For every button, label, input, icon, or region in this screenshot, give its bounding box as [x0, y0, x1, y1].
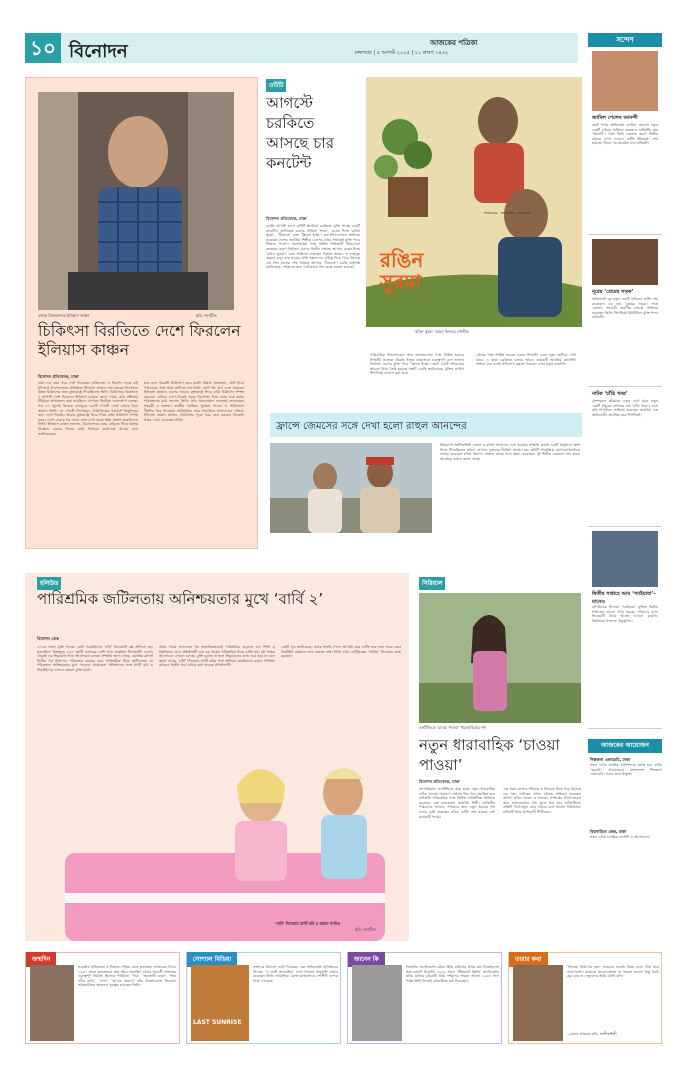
ott-byline: বিনোদন প্রতিবেদক, ঢাকা: [266, 216, 307, 221]
ott-text-col2: পারিবারিক টানাপোড়েন আর ভালোবাসার গল্পে নির্মিত হয়েছে ফিল্মটি। প্রত্যেক চরিত্রই গল্পের প্রয়োজনে গুরুত্বপূর্ণ বলে জানান নির্মাতা। এরপর মুক্তি পাবে ‘ফ্রিজে ইচ্ছে’। ছোট একটি পরিবারের আবেগ নিয়ে তৈরি হয়েছে গল্পটি। চরকি জানিয়েছে, মুক্তির তারিখ শিগগিরই ঘোষণা করা হবে।: [370, 353, 464, 376]
ott-poster: [366, 77, 582, 327]
social-header: সোশ্যাল মিডিয়া: [187, 952, 237, 967]
hollywood-tag: হলিউড: [37, 577, 61, 590]
rahul-text: ইউরোপে সংগীতশিল্পী জেমস ও রাহুল আনন্দের দেখা হয়েছে। সম্প্রতি ফ্রান্সে একটি অনুষ্ঠানে অংশ নিতে গিয়েছিলেন তাঁরা। সেখানে দুজনের দীর্ঘক্ষণ আড্ডা হয়। ছবিটি সামাজিক যোগাযোগমাধ্যমে শেয়ার করেছেন রাহুল আনন্দ। ভক্তরা তাতে নানা মন্তব্য করেছেন। দুই শিল্পীর একসঙ্গে গান করার আগ্রহের কথাও জানা গেছে।: [440, 443, 580, 461]
starquote-photo: [513, 965, 563, 1041]
lead-story: [25, 77, 258, 549]
aajker-header: আজকের আয়োজন: [588, 739, 662, 753]
birthday-box: [25, 952, 180, 1044]
hollywood-story: [25, 573, 409, 941]
lead-photo: [38, 92, 234, 310]
rahul-story: [270, 413, 582, 541]
starquote-header: তারার কথা: [509, 952, 548, 967]
date-bangla: ২১ শ্রাবণ ১৪৩২: [414, 50, 449, 56]
social-poster: [191, 965, 249, 1041]
sandesh-header: সন্দেশ: [588, 33, 662, 47]
ott-headline: আগস্টে চরকিতে আসছে চার কনটেন্ট: [266, 94, 334, 172]
rahul-headline-bar: [270, 413, 582, 437]
aajker-item-2-title: বিশ্বসাহিত্য কেন্দ্র, ঢাকা: [590, 829, 627, 834]
lead-headline: চিকিৎসা বিরতিতে দেশে ফিরলেন ইলিয়াস কাঞ্চন: [38, 322, 241, 359]
rahul-headline: ফ্রান্সে জেমসের সঙ্গে দেখা হলো রাহুল আনন্দের: [276, 421, 467, 432]
birthday-header: জন্মদিন: [26, 952, 56, 967]
hollywood-text-col3: একটি সূত্র জানিয়েছে, সবার সম্মতি পেলে আগামী বছর শুটিং শুরু হতে পারে। তবে গারউইগ বর্তমানে অন্য প্রকল্পে ব্যস্ত। তিনি এখন নেটফ্লিক্সের ‘নার্নিয়া’ সিনেমার কাজ করছেন।: [281, 645, 401, 659]
sandesh-item-2: [588, 237, 662, 387]
serial-headline: নতুন ধারাবাহিক ‘চাওয়া পাওয়া’: [419, 736, 560, 774]
social-text: ভক্তদের উদ্দেশে বার্তা দিয়েছেন এক অভিনেত্রী। হলিউডের সিনেমা ‘দ্য লাস্ট সানরাইজ’ দেখে নিজের অনুভূতি শেয়ার করেছেন তিনি। সামাজিক যোগাযোগমাধ্যমে পোস্টটি ব্যাপক সাড়া পেয়েছে।: [253, 965, 338, 983]
birthday-text: ভারতীয় অভিনেতা ও নির্মাতা গৌতম ঘোষ জন্মেছেন আজকের দিনে। ১৯৫০ সালে কলকাতায় জন্ম তাঁর। সত্যজিৎ রায়ের পরবর্তী প্রজন্মের গুরুত্বপূর্ণ নির্মাতা হিসেবে পরিচিত। ‘পার’, ‘অন্তর্জলী যাত্রা’, ‘পদ্মা নদীর মাঝি’, ‘দেখা’, ‘আবার অরণ্যে’ তাঁর উল্লেখযোগ্য সিনেমা। আন্তর্জাতিক অঙ্গনেও পুরস্কৃত হয়েছেন তিনি।: [78, 965, 176, 988]
hollywood-photo: [25, 743, 409, 941]
aajker-item-2-text: সন্ধ্যা ৬টায় চলচ্চিত্র প্রদর্শনী ও আলোচনা।: [590, 835, 650, 839]
serial-tag: সিরিয়াল: [419, 577, 445, 590]
hollywood-text-col1: ২০২৩ সালে মুক্তি পাওয়া গ্রেটা গারউইগের ‘বার্বি’ সিনেমাটি বক্স অফিসে ঝড় তুলেছিল। বিশ্বজুড়ে ১৪০ কোটি ডলারের বেশি আয় করেছিল সিনেমাটি। এরপর থেকেই এর সিকুয়েল নিয়ে আলোচনা চলছে। সম্প্রতি জানা গেছে, ওয়ার্নার ব্রাদার্স দ্বিতীয় পর্ব নির্মাণের পরিকল্পনা করছে। তবে পারিশ্রমিক নিয়ে জটিলতায় সে পরিকল্পনা অনিশ্চয়তার মুখে পড়েছে। প্রযোজনা প্রতিষ্ঠানের সঙ্গে মার্গট রবি ও গারউইগের এখনো কোনো চুক্তি হয়নি।: [37, 645, 153, 672]
serial-story: [419, 573, 582, 941]
lead-byline: বিনোদন প্রতিবেদক, ঢাকা: [38, 374, 79, 379]
ott-tag: ওটিটি: [266, 79, 286, 92]
lead-photo-credit: ছবি: সংগৃহীত: [196, 313, 217, 318]
poster-title: রঙিন সুরমা: [380, 248, 424, 294]
lead-photo-art: [38, 92, 234, 310]
aajker-item-1-title: শিল্পকলা একাডেমি, ঢাকা: [590, 757, 630, 762]
hollywood-text-col2: প্রথম পর্বের সাফল্যের পর স্বাভাবিকভাবেই পারিশ্রমিক বাড়াতে চান শিল্পী ও নির্মাতারা। তবে প্রতিষ্ঠানটি এত বড় অঙ্কের পারিশ্রমিক দিতে রাজি নয়। দুই পক্ষের আলোচনা এখনো চলছে। চুক্তি চূড়ান্ত না হলে সিকুয়েলের কাজ শুরু হবে না বলে জানা গেছে। ‘বার্বি’ সিনেমায় মার্গট রবির সঙ্গে অভিনয় করেছিলেন রায়ান গসলিং। তাঁকেও দ্বিতীয় পর্বে রাখার কথা ভাবছে প্রতিষ্ঠানটি।: [159, 645, 275, 668]
serial-photo: [419, 593, 581, 723]
social-box: [186, 952, 341, 1044]
sandesh-item-3: [588, 389, 662, 527]
starquote-text: ‘সিনেমা নির্মাণের জন্য সবচেয়ে জরুরি বিষয় হলো ধৈর্য আর ভালোবাসা। কাজকে ভালোবাসতে না পারলে ভালো কিছু তৈরি করা যায় না। নতুনদের আমি এটাই বলি।’: [567, 965, 659, 979]
serial-photo-art: [419, 593, 581, 723]
sandesh-title-1: জামিল পেলেন আনন্দী: [592, 115, 638, 121]
didyouknow-box: [347, 952, 502, 1044]
paper-name: আজকের পত্রিকা: [430, 39, 478, 47]
serial-text-col2: এক সময় বাংলার পরিবার ও বিয়েকে ঘিরে গড়ে উঠেছে এর গল্প। নাটকের প্রধান চরিত্রে অভিনয় করেছেন আশনা হাবিব ভাবনা ও অন্যরা। সম্পর্কের টানাপোড়েন আর ভালোবাসার গল্প তুলে ধরা হবে নাটকটিতে। প্রতিটি পর্বে নতুন মোড় থাকবে বলে জানান নির্মাতারা। নাটকটি নিয়ে আশাবাদী শিল্পীরাও।: [503, 787, 581, 814]
didyouknow-text: ডিজনির অ্যানিমেশন চরিত্র মিকি মাউসের প্রথম কণ্ঠ দিয়েছিলেন স্বয়ং ওয়াল্ট ডিজনি। ১৯২৮ সালে ‘স্টিমবোট উইলি’ অ্যানিমেশন ছবির মাধ্যমে চরিত্রটি প্রথম দর্শকদের সামনে আসে। ১৯৪৭ সাল পর্যন্ত তিনি নিজেই চরিত্রটিতে কণ্ঠ দিয়েছেন।: [406, 965, 499, 983]
sandesh-photo-1: [592, 51, 658, 111]
sandesh-text-2: অভিনেত্রী নূর নতুন একটি নাটকের শুটিং শেষ করেছেন। এর নাম ‘প্রেমের সড়ক’। গল্পে একজন সংগ্রামী তরুণীর চরিত্রে অভিনয় করেছেন তিনি। শিগগিরই ইউটিউবে মুক্তি পাবে নাটকটি।: [592, 297, 658, 320]
hollywood-headline: পারিশ্রমিক জটিলতায় অনিশ্চয়তার মুখে ‘বার্বি ২’: [37, 590, 324, 608]
sandesh-title-3: নাটক ‘চাঁদ্রি খবর’: [592, 391, 628, 397]
sandesh-photo-2: [592, 239, 658, 285]
hollywood-caption: ‘বার্বি’ সিনেমায় মার্গট রবি ও রায়ান গসলিং: [275, 921, 341, 926]
sandesh-item-1: [588, 49, 662, 235]
hollywood-photo-credit: ছবি: সংগৃহীত: [355, 927, 376, 932]
starquote-box: [508, 952, 662, 1044]
page-number: ১০: [25, 33, 61, 63]
social-poster-title: LAST SUNRISE: [193, 1019, 242, 1026]
masthead: [25, 33, 578, 63]
hollywood-byline: বিনোদন ডেস্ক: [37, 636, 59, 641]
serial-byline: বিনোদন প্রতিবেদক, ঢাকা: [419, 779, 460, 784]
ott-text-col3: প্রেমের গল্পে নির্মিত হয়েছে ওয়েব ফিল্মটি। এতে নতুন জুটিকে দেখা যাবে। এ ছাড়া চরকিতে চলছে আরও কয়েকটি জনপ্রিয় কনটেন্ট। ভক্তরা ঘরে বসেই উপভোগ করতে পারবেন এসব নতুন কনটেন্ট।: [476, 353, 576, 367]
didyouknow-photo: [352, 965, 402, 1041]
lead-text-col2: হবে বলে পরবর্তী চিকিৎসা। তবে যতটা বিশ্রাম প্রয়োজন, সেটা নিয়ে পরিবারের সঙ্গে সময় কাটাতে চান তিনি। মোট পাঁচ মাস দেশে থাকবেন ইলিয়াস কাঞ্চন। এরপর আবার যুক্তরাষ্ট্রে ফিরে বাকি চিকিৎসা সম্পন্ন করবেন। এদিকে দেশে ফিরেই সড়ক নিরাপত্তা নিয়ে কাজ শুরু করার পরিকল্পনার কথা জানান তিনি। তাঁর প্রত্যাবর্তনে শুভেচ্ছা জানাচ্ছেন সহকর্মী ও ভক্তরা। জাতীয় চলচ্চিত্র পুরস্কার পাওয়া এ অভিনেতা দীর্ঘদিন ধরে সিনেমায় অনিয়মিত। তবে সামাজিক আন্দোলনে সক্রিয়। ইলিয়াস কাঞ্চন জানান, চিকিৎসার পুরো খরচ বহন করছেন নিজেই। সবার দোয়া চেয়েছেন তিনি।: [144, 381, 244, 422]
sandesh-text-3: মোশাররফ করিমকে এবার দেখা যাবে নতুন একটি চরিত্রে। নাটকের নাম ‘চাঁদ্রি খবর’। এতে তাঁর বিপরীতে অভিনয় করেছেন জনপ্রিয় এক অভিনেত্রী। প্রচারিত হবে শিগগিরই।: [592, 399, 658, 417]
serial-text-col1: আগামীকাল এনটিভিতে শুরু হচ্ছে নতুন ধারাবাহিক নাটক ‘চাওয়া পাওয়া’। সপ্তাহে তিন দিন প্রচারিত হবে নাটকটি। পারিবারিক গল্পে নির্মিত নাটকটিতে অভিনয় করেছেন বেশ কয়েকজন জনপ্রিয় শিল্পী। নাটকটির পরিচালক জানান, দর্শকদের জন্য নতুন ধরনের গল্প বলার চেষ্টা করেছেন তাঁরা। শুটিং শেষ হয়েছে বেশ কয়েকটি পর্বের।: [419, 787, 495, 819]
lead-photo-caption: চাকায় বিমানবন্দরে ইলিয়াস কাঞ্চন: [38, 313, 90, 318]
ott-text-col1: চলতি আগস্ট মাসে ওটিটি প্ল্যাটফর্ম চরকিতে মুক্তি পাচ্ছে চারটি কনটেন্ট। তালিকায় রয়েছে সিরিজ ‘শ্যামা’, ওয়েব ফিল্ম ‘রঙিন সুরমা’, ‘নীলচক্র’ এবং ‘ফ্রিজে ইচ্ছে’। কনটেন্টগুলোতে অভিনয় করেছেন দেশের জনপ্রিয় শিল্পীরা। মাসের প্রথম সপ্তাহেই মুক্তি পাবে সিরিজ ‘শ্যামা’। সমসাময়িক গল্পে নির্মিত সিরিজটি পরিচালনা করেছেন তরুণ নির্মাতা। এরপর দ্বিতীয় সপ্তাহে আসবে ওয়েব ফিল্ম ‘রঙিন সুরমা’। এতে অভিনয় করেছেন দিলারা জামান ও ফজলুর রহমান বাবু। বাবা-মায়ের প্রতি সন্তানদের দায়িত্ব নিয়ে গড়ে উঠেছে এর গল্প। মাসের শেষ সপ্তাহে আসছে ‘নীলচক্র’। চরকি কর্তৃপক্ষ জানিয়েছে, দর্শকদের জন্য বৈচিত্র্যময় গল্প বেছে নেওয়া হয়েছে।: [266, 224, 360, 270]
bottom-strip: [25, 952, 662, 1044]
sandesh-text-1: ছোট পর্দার অভিনেতা জামিল হোসেন নতুন একটি চরিত্রে অভিনয় করছেন। নাটকটির নাম ‘আনন্দী’। গল্পে তিনি একজন তরুণ শিল্পীর চরিত্রে দেখা দেবেন। শুটিং ইতিমধ্যে শেষ হয়েছে। ঈদের পর প্রচারিত হবে নাটকটি।: [592, 123, 658, 146]
day-label: মঙ্গলবার: [355, 50, 372, 56]
sandesh-item-4: [588, 529, 662, 729]
ott-poster-caption: ‘রঙিন সুরমা’ ওয়েব ফিল্মের পোস্টার: [414, 329, 469, 334]
aajker-item-1-text: সন্ধ্যা ৭টায় জাতীয় নাট্যশালায় মঞ্চস্থ হবে নাটক ‘জুলাই’। আয়োজনে বাংলাদেশ শিল্পকলা একাডেমি। সবার জন্য উন্মুক্ত।: [590, 763, 662, 777]
right-sidebar: [588, 33, 662, 943]
sandesh-title-2: নূরের ‘প্রেমের সড়ক’: [592, 289, 634, 295]
didyouknow-header: জানেন কি: [348, 952, 385, 967]
poster-tagline: FESTIVAL · FEATURE · WEBFILM: [484, 211, 531, 215]
section-title: বিনোদন: [69, 41, 128, 62]
sandesh-text-4: বলিউডের সিনেমা ‘স্যাইয়ারা’ মুক্তির দ্বিতীয় সপ্তাহেও ভালো আয় করছে। দর্শকদের মধ্যে সিনেমাটি নিয়ে আগ্রহ এখনো কমেনি। নির্মাতারা সাফল্যে উচ্ছ্বসিত।: [592, 605, 658, 623]
sandesh-photo-4: [592, 531, 658, 587]
dateline: মঙ্গলবার | ৫ আগস্ট ২০২৫ | ২১ শ্রাবণ ১৪৩২: [355, 50, 449, 56]
lead-text-col1: প্রায় দেড় বছর পরে দেশে ফিরেছেন অভিনেতা ও নিরাপদ সড়ক চাই (নিসচা) আন্দোলনের প্রতিষ্ঠাতা ইলিয়াস কাঞ্চন। গত বছরের ডিসেম্বরে উন্নত চিকিৎসার জন্য যুক্তরাষ্ট্রে গিয়েছিলেন তিনি। চিকিৎসার বিরতিতে ৫ আগস্ট দেশে ফিরলেন ইলিয়াস কাঞ্চন। জানা গেছে, তাঁর মস্তিষ্কের টিউমার অপারেশন করা হয়েছিল। সেখানে নিয়মিত ফলোআপ চলছে। গত ২০ জুলাই নিজের ফেসবুকে একটি পোস্টে দেশে ফেরার খবর জানান তিনি। সে পোস্টে লিখেছেন, চিকিৎসকের পরামর্শে কিছুদিনের জন্য দেশে ফিরছি। আবার যুক্তরাষ্ট্রে ফিরে গিয়ে বাকি চিকিৎসা সম্পন্ন করব। দেশে ফেরার পর সবার সঙ্গে দেখা করার ইচ্ছা প্রকাশ করেছিলেন তিনি। ইলিয়াস কাঞ্চন জানান, বিমানবন্দরে নেমে বাড়িতে গিয়ে বিশ্রাম নিচ্ছেন। কয়েক দিনের মধ্যে নিসচার কার্যালয়ে যাবেন বলে জানিয়েছেন।: [38, 381, 138, 436]
rahul-photo-art: [270, 443, 432, 533]
date-english: ৫ আগস্ট ২০২৫: [376, 50, 410, 56]
serial-caption: এনটিভিতে ‘চাওয়া পাওয়া’ ধারাবাহিকের দৃশ্য: [419, 725, 487, 730]
starquote-attribution: —চঞ্চল আহমেদ কবি, সংগীতশিল্পী: [567, 1032, 617, 1036]
barbie-photo-art: [25, 743, 409, 941]
sandesh-title-4: দ্বিতীয় সপ্তাহে আয় ‘স্যাইয়ারা’–মানেও: [592, 591, 656, 605]
birthday-photo: [30, 965, 74, 1041]
ott-story: [264, 77, 582, 407]
rahul-photo: [270, 443, 432, 533]
